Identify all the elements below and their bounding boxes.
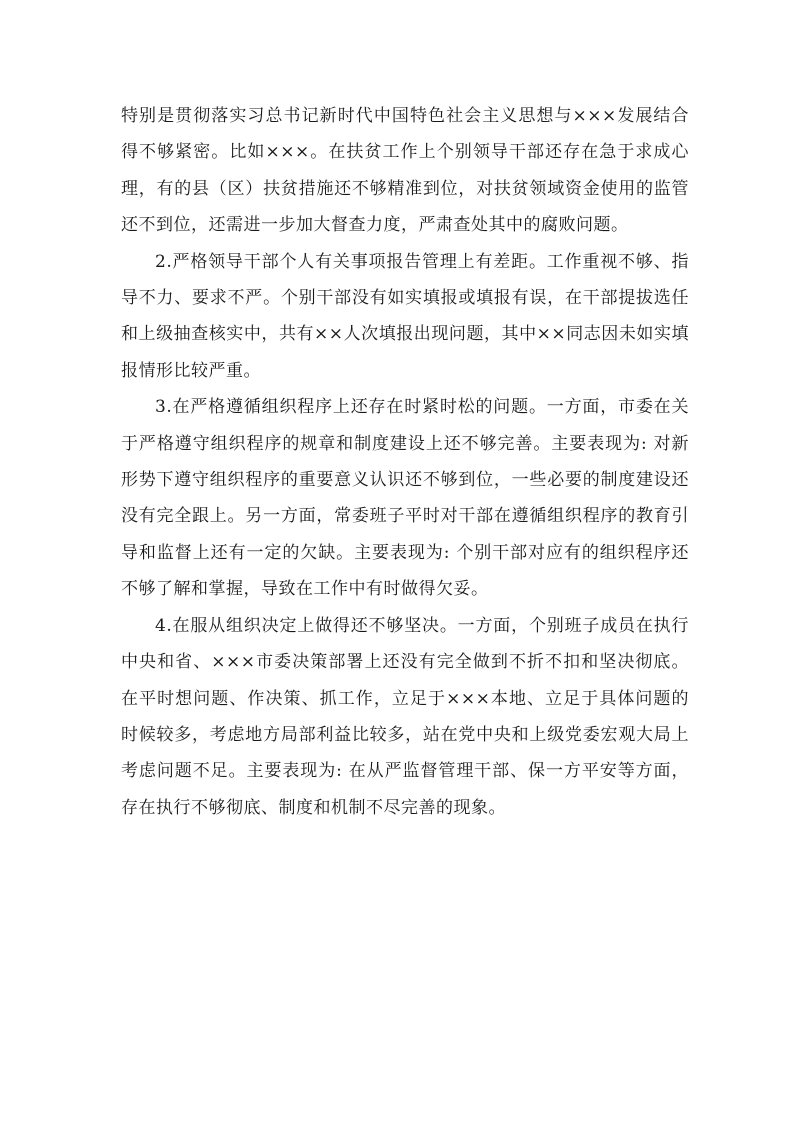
paragraph-1: 特别是贯彻落实习总书记新时代中国特色社会主义思想与×××发展结合得不够紧密。比如×××。在扶贫工作上个别领导干部还存在急于求成心理，有的县（区）扶贫措施还不够精准到位，对扶贫领域资金使用的监管还不到位，还需进一步加大督查力度，严肃查处其中的腐败问题。 — [121, 106, 689, 236]
paragraph-2: 2.严格领导干部个人有关事项报告管理上有差距。工作重视不够、指导不力、要求不严。个别干部没有如实填报或填报有误，在干部提拔选任和上级抽查核实中，共有××人次填报出现问题，其中××同志因未如实填报情形比较严重。 — [121, 251, 689, 381]
paragraph-4: 4.在服从组织决定上做得还不够坚决。一方面，个别班子成员在执行中央和省、×××市委决策部署上还没有完全做到不折不扣和坚决彻底。在平时想问题、作决策、抓工作，立足于×××本地、立足于具体问题的时候较多，考虑地方局部利益比较多，站在党中央和上级党委宏观大局上考虑问题不足。主要表现为: 在从严监督管理干部、保一方平安等方面，存在执行不够彻底、制度和机制不尽完善的现象。 — [121, 615, 689, 818]
document-body — [121, 98, 689, 826]
paragraph-3: 3.在严格遵循组织程序上还存在时紧时松的问题。一方面，市委在关于严格遵守组织程序的规章和制度建设上还不够完善。主要表现为: 对新形势下遵守组织程序的重要意义认识还不够到位，一些必要的制度建设还没有完全跟上。另一方面，常委班子平时对干部在遵循组织程序的教育引导和监督上还有一定的欠缺。主要表现为: 个别干部对应有的组织程序还不够了解和掌握，导致在工作中有时做得欠妥。 — [121, 397, 689, 600]
